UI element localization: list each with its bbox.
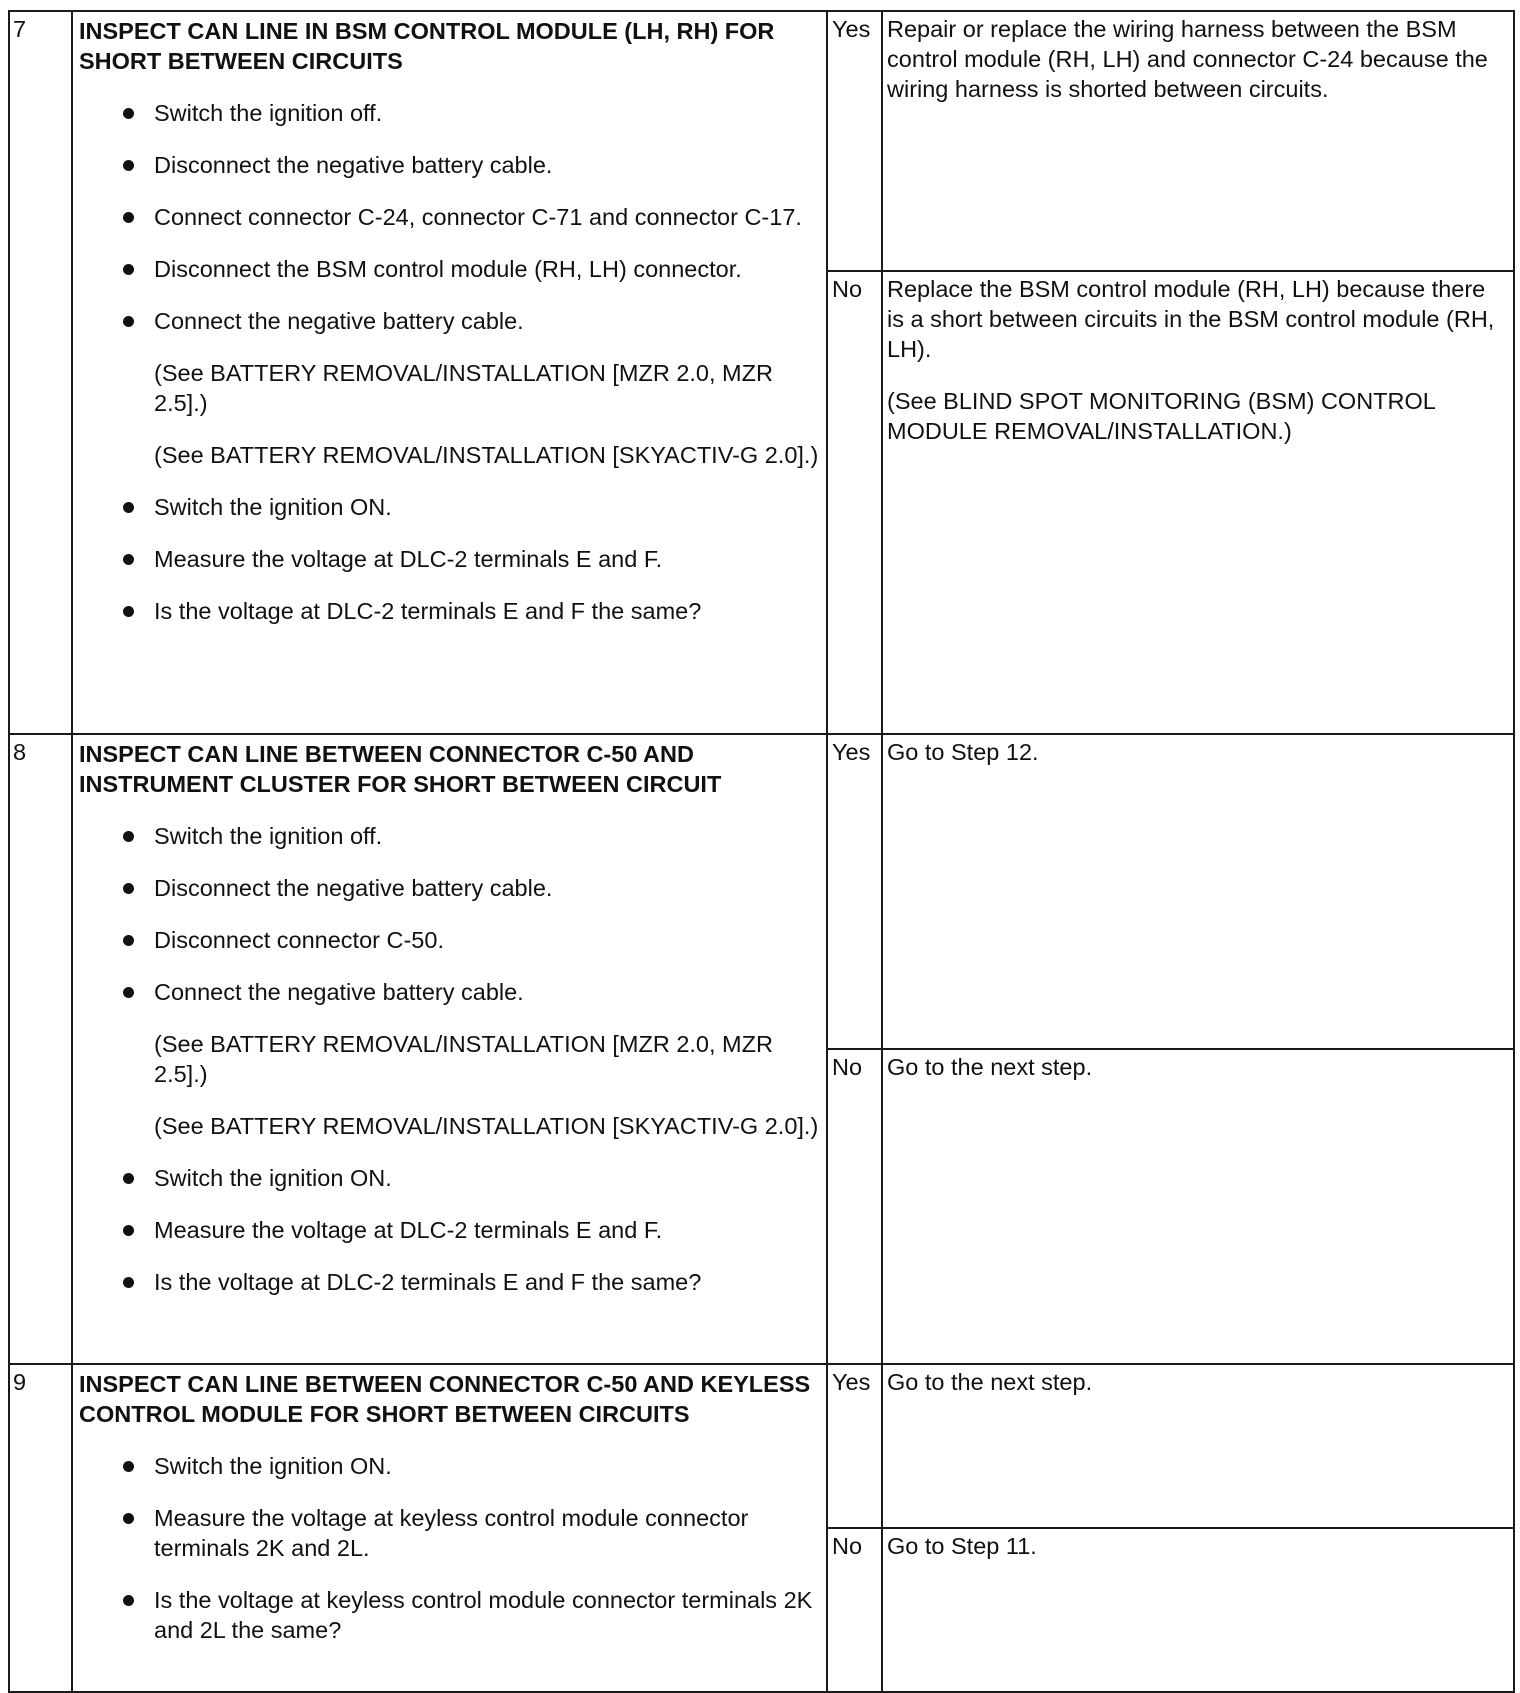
step-title: INSPECT CAN LINE BETWEEN CONNECTOR C-50 AND INSTRUMENT CLUSTER FOR SHORT BETWEEN CIRCUIT	[79, 741, 722, 797]
result-yes: Yes	[827, 1364, 882, 1528]
result-yes: Yes	[827, 11, 882, 271]
inspection-cell	[72, 1364, 827, 1692]
procedure-item: Connect the negative battery cable.	[79, 306, 820, 336]
reference-note: (See BATTERY REMOVAL/INSTALLATION [SKYACTIV-G 2.0].)	[154, 1113, 819, 1139]
action-text: Repair or replace the wiring harness between the BSM control module (RH, LH) and connector C-24 because the wiring harness is shorted between circuits.	[887, 16, 1488, 102]
step-number: 8	[9, 734, 72, 1364]
action-text: Go to Step 12.	[887, 739, 1039, 765]
procedure-item: Switch the ignition off.	[79, 98, 820, 128]
action-yes	[882, 1364, 1514, 1528]
inspection-cell	[72, 11, 827, 734]
procedure-item: Disconnect connector C-50.	[79, 925, 820, 955]
inspection-cell	[72, 734, 827, 1364]
action-text: Go to the next step.	[887, 1369, 1093, 1395]
reference-note: (See BATTERY REMOVAL/INSTALLATION [MZR 2.0, MZR 2.5].)	[154, 1031, 773, 1087]
procedure-item: Is the voltage at keyless control module connector terminals 2K and 2L the same?	[79, 1585, 820, 1645]
action-no	[882, 1528, 1514, 1692]
step-number: 9	[9, 1364, 72, 1692]
action-no	[882, 271, 1514, 734]
reference-note: (See BATTERY REMOVAL/INSTALLATION [SKYACTIV-G 2.0].)	[154, 442, 819, 468]
step-number: 7	[9, 11, 72, 734]
procedure-item: Connect the negative battery cable.	[79, 977, 820, 1007]
result-no: No	[827, 1049, 882, 1364]
procedure-item: Switch the ignition ON.	[79, 1451, 820, 1481]
procedure-item: Measure the voltage at DLC-2 terminals E and F.	[79, 1215, 820, 1245]
action-reference: (See BLIND SPOT MONITORING (BSM) CONTROL MODULE REMOVAL/INSTALLATION.)	[887, 388, 1435, 444]
result-no: No	[827, 271, 882, 734]
procedure-list	[79, 98, 820, 626]
procedure-list	[79, 1451, 820, 1645]
reference-note: (See BATTERY REMOVAL/INSTALLATION [MZR 2.0, MZR 2.5].)	[154, 360, 773, 416]
procedure-item: Connect connector C-24, connector C-71 and connector C-17.	[79, 202, 820, 232]
procedure-item: Disconnect the negative battery cable.	[79, 150, 820, 180]
step-row-7	[9, 11, 1514, 271]
procedure-item: Is the voltage at DLC-2 terminals E and F the same?	[79, 1267, 820, 1297]
procedure-item: Measure the voltage at keyless control module connector terminals 2K and 2L.	[79, 1503, 820, 1563]
procedure-item: Measure the voltage at DLC-2 terminals E and F.	[79, 544, 820, 574]
result-no: No	[827, 1528, 882, 1692]
action-text: Replace the BSM control module (RH, LH) because there is a short between circuits in the BSM control module (RH, LH).	[887, 276, 1495, 362]
action-yes	[882, 11, 1514, 271]
diagnostic-table	[8, 10, 1515, 1693]
step-row-8	[9, 734, 1514, 1049]
action-no	[882, 1049, 1514, 1364]
procedure-item: Disconnect the BSM control module (RH, LH) connector.	[79, 254, 820, 284]
result-yes: Yes	[827, 734, 882, 1049]
step-title: INSPECT CAN LINE BETWEEN CONNECTOR C-50 AND KEYLESS CONTROL MODULE FOR SHORT BETWEEN CIRCUITS	[79, 1371, 811, 1427]
action-text: Go to the next step.	[887, 1054, 1093, 1080]
step-title: INSPECT CAN LINE IN BSM CONTROL MODULE (LH, RH) FOR SHORT BETWEEN CIRCUITS	[79, 18, 775, 74]
procedure-item: Is the voltage at DLC-2 terminals E and F the same?	[79, 596, 820, 626]
action-text: Go to Step 11.	[887, 1533, 1037, 1559]
procedure-item: Switch the ignition ON.	[79, 492, 820, 522]
procedure-item: Switch the ignition ON.	[79, 1163, 820, 1193]
action-yes	[882, 734, 1514, 1049]
step-row-9	[9, 1364, 1514, 1528]
procedure-item: Switch the ignition off.	[79, 821, 820, 851]
procedure-item: Disconnect the negative battery cable.	[79, 873, 820, 903]
procedure-list	[79, 821, 820, 1297]
